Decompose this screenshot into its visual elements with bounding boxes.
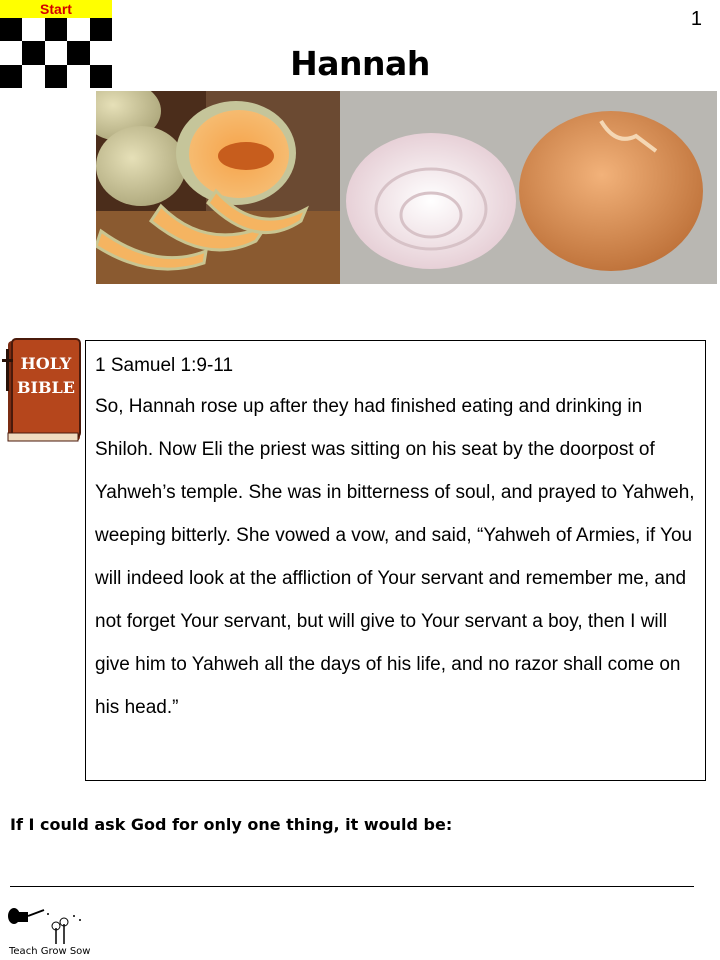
bible-icon: [2, 337, 84, 445]
melon-photo: [96, 91, 340, 284]
scripture-text: So, Hannah rose up after they had finished eating and drinking in Shiloh. Now Eli the priest was sitting on his seat by the doorpost of Yahweh’s temple. She was in bitterness of soul, and prayed to Yahweh, weeping bitterly. She vowed a vow, and said, “Yahweh of Armies, if You will indeed look at the affliction of Your servant and remember me, and not forget Your servant, but will give to Your servant a boy, then I will give him to Yahweh all the days of his life, and no razor shall come on his head.”: [95, 396, 695, 718]
page-title: Hannah: [290, 44, 430, 83]
bible-holy-text: HOLY: [20, 354, 72, 373]
bible-bible-text: BIBLE: [17, 378, 75, 397]
logo-text: Teach Grow Sow: [9, 946, 91, 957]
photo-strip: [96, 91, 717, 284]
scripture-reference: 1 Samuel 1:9-11: [95, 355, 234, 376]
scripture-box: [85, 340, 706, 781]
page-number: 1: [690, 8, 702, 30]
onion-photo: [340, 91, 717, 284]
answer-line[interactable]: [10, 886, 694, 887]
worksheet-prompt: If I could ask God for only one thing, it would be:: [10, 815, 453, 834]
start-label: Start: [0, 0, 112, 18]
